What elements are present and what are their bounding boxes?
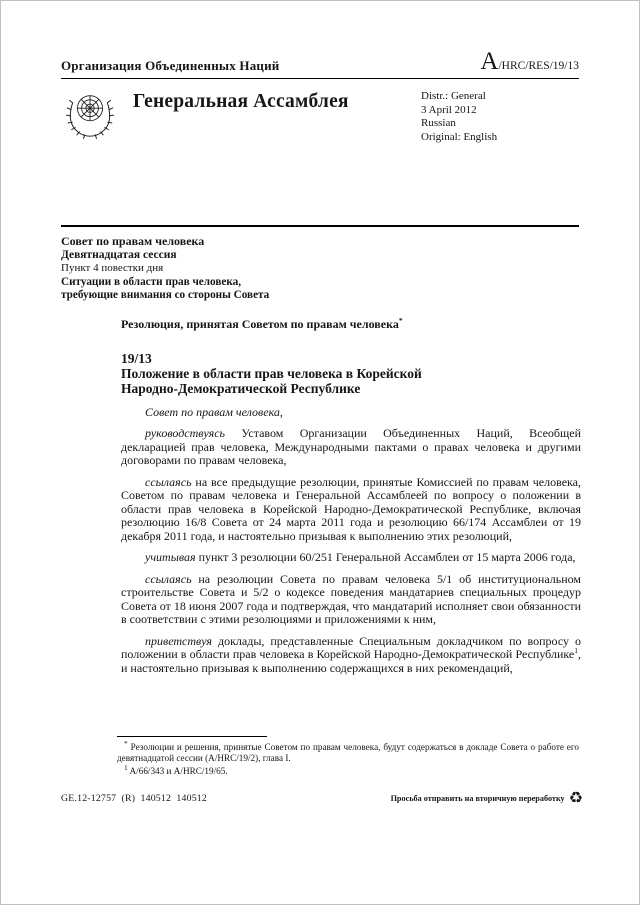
body-opening: Совет по правам человека,	[145, 404, 283, 419]
body-paragraph	[121, 476, 581, 544]
resolution-body	[121, 406, 581, 676]
resolution-title: Положение в области прав человека в Корейской Народно-Демократической Республике	[121, 365, 422, 396]
body-paragraph	[121, 635, 581, 676]
paragraph-text: доклады, представленные Специальным докладчиком по вопросу о положении в области прав человека в Корейской Народно-Демократической Республике	[121, 633, 581, 661]
resolution-heading-text: Резолюция, принятая Советом по правам человека	[121, 316, 399, 331]
resolution-heading-footnote-marker: *	[398, 315, 403, 325]
paragraph-lead: руководствуясь	[145, 426, 225, 440]
paragraph-lead: ссылаясь	[145, 571, 192, 586]
body-paragraph	[121, 573, 581, 627]
distr-language: Russian	[421, 117, 456, 129]
footnotes-block	[117, 734, 579, 777]
paragraph-lead: ссылаясь	[145, 474, 192, 489]
distr-original: Original: English	[421, 130, 498, 143]
agenda-title-line1: Ситуации в области прав человека,	[61, 275, 242, 288]
organization-name: Организация Объединенных Наций	[61, 58, 280, 73]
ge-document-id: GE.12-12757 (R) 140512 140512	[61, 792, 207, 804]
document-symbol-number: /HRC/RES/19/13	[498, 60, 579, 72]
body-paragraph	[121, 551, 581, 565]
footnote-text: A/66/343 и A/HRC/19/65.	[127, 765, 228, 776]
body-paragraph	[121, 427, 581, 468]
document-symbol	[480, 49, 579, 74]
agenda-item: Пункт 4 повестки дня	[61, 262, 164, 274]
resolution-title-block	[121, 351, 579, 396]
agenda-title-line2: требующие внимания со стороны Совета	[61, 289, 270, 301]
footnote-reference: 1	[574, 646, 578, 655]
assembly-title: Генеральная Ассамблея	[133, 91, 349, 112]
page-content	[1, 1, 639, 675]
paragraph-lead: учитывая	[145, 550, 196, 564]
paragraph-lead: приветствуя	[145, 633, 212, 648]
footnote-marker: 1	[124, 762, 128, 772]
distribution-block	[421, 86, 579, 144]
session-block	[61, 235, 579, 303]
un-emblem-graphic	[63, 86, 117, 142]
page-footer	[61, 790, 583, 806]
paragraph-text-after: , и настоятельно призывая к выполнению содержащихся в них рекомендаций,	[121, 647, 581, 675]
recycle-note	[391, 790, 583, 806]
masthead-divider	[61, 225, 579, 227]
resolution-heading	[121, 317, 579, 332]
paragraph-text: Уставом Организации Объединенных Наций, Всеобщей декларацией прав человека, Международными пактами о правах человека и другими договорами по правам человека,	[121, 426, 581, 467]
resolution-number: 19/13	[121, 350, 152, 366]
paragraph-text: на все предыдущие резолюции, принятые Комиссией по правам человека, Советом по правам человека и Генеральной Ассамблеей по вопросу о положении в области прав человека в Корейской Народно-Демократической Республике, включая резолюцию 16/8 Совета от 24 марта 2011 года и резолюцию 66/174 Ассамблеи от 19 декабря 2011 года, и настоятельно призывая к выполнению этих резолюций,	[121, 474, 581, 543]
un-emblem	[61, 86, 133, 142]
document-header	[61, 49, 579, 79]
footnote-marker: *	[124, 738, 128, 748]
masthead	[61, 79, 579, 225]
footnote	[117, 738, 579, 765]
council-name: Совет по правам человека	[61, 234, 205, 248]
distr-line: Distr.: General	[421, 90, 486, 102]
document-symbol-series: A	[480, 48, 499, 75]
footnote-separator	[117, 736, 267, 737]
paragraph-text: на резолюции Совета по правам человека 5/1 об институциональном строительстве Совета и 5/2 о кодексе поведения мандатариев специальных процедур Совета от 18 июня 2007 года и подтверждая, что мандатарий исполняет свои обязанности в соответствии с этими резолюциями и приложениями к ним,	[121, 571, 581, 626]
footnote-text: Резолюции и решения, принятые Советом по правам человека, будут содержаться в докладе Совета о работе его девятнадцатой сессии (A/HRC/19/2), глава I.	[117, 742, 579, 764]
session-name: Девятнадцатая сессия	[61, 248, 177, 261]
footnote	[117, 762, 579, 777]
recycle-icon: ♻	[568, 788, 583, 807]
recycle-note-text: Просьба отправить на вторичную переработку	[390, 793, 565, 803]
distr-date: 3 April 2012	[421, 103, 477, 116]
paragraph-text: пункт 3 резолюции 60/251 Генеральной Ассамблеи от 15 марта 2006 года,	[195, 550, 576, 564]
